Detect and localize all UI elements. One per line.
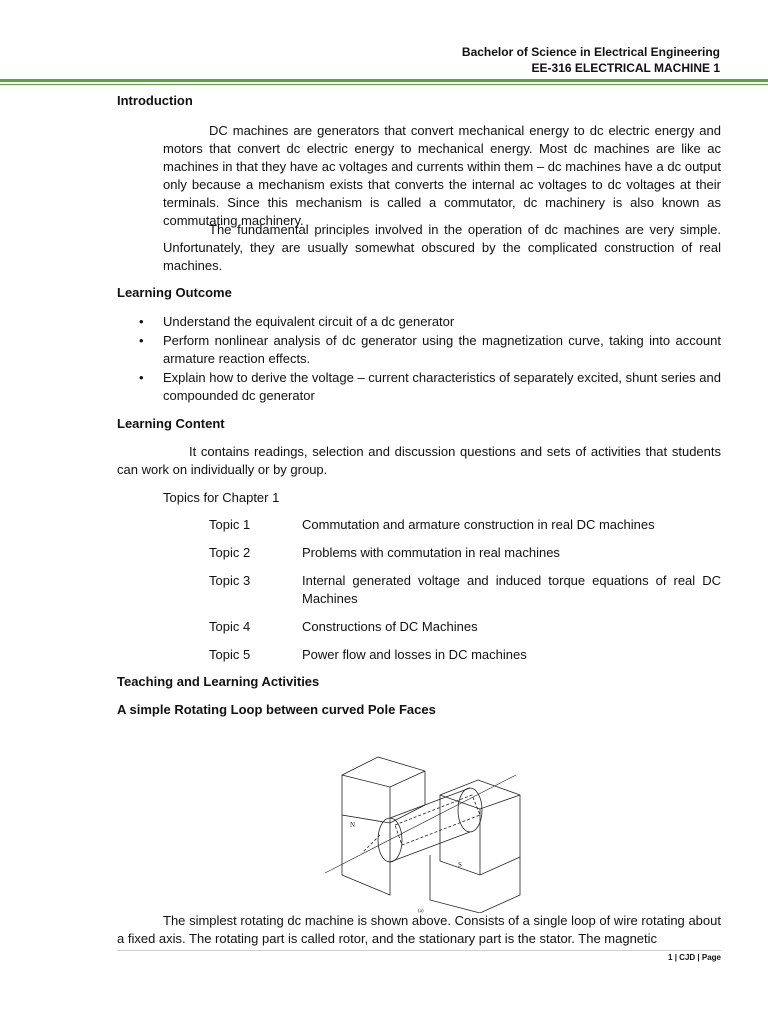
topic-text: Internal generated voltage and induced torque equations of real DC Machines xyxy=(302,573,721,606)
topic-label: Topic 2 xyxy=(209,545,251,560)
pole-s-label: S xyxy=(458,861,462,869)
topics-intro: Topics for Chapter 1 xyxy=(163,490,280,505)
activities-para: The simplest rotating dc machine is shown above. Consists of a single loop of wire rotating about a fixed axis. The rotating part is called rotor, and the stationary part is the stator. The magnetic xyxy=(117,913,721,946)
introduction-para-1: DC machines are generators that convert mechanical energy to dc electric energy and motors that convert dc electric energy to mechanical energy. Most dc machines are like ac machines in that they have ac voltages and currents within them – dc machines have a dc output only because a mechanism exists that converts the internal ac voltages to dc voltages at their terminals. Since this mechanism is called a commutator, dc machinery is also known as commutating machinery. xyxy=(163,123,721,228)
topic-label: Topic 1 xyxy=(209,517,251,532)
topic-text: Constructions of DC Machines xyxy=(302,619,478,634)
pole-n-label: N xyxy=(350,821,356,829)
topic-text: Problems with commutation in real machines xyxy=(302,545,560,560)
learning-content-heading: Learning Content xyxy=(117,416,225,431)
header-rule-thin xyxy=(0,84,768,85)
topic-text: Commutation and armature construction in real DC machines xyxy=(302,517,655,532)
outcome-item-3: • Explain how to derive the voltage – current characteristics of separately excited, shunt series and compounded dc generator xyxy=(163,369,721,405)
topic-label: Topic 5 xyxy=(209,647,251,662)
introduction-heading: Introduction xyxy=(117,93,193,108)
topic-text: Power flow and losses in DC machines xyxy=(302,647,527,662)
header-program: Bachelor of Science in Electrical Engineering xyxy=(461,45,720,59)
page-footer: 1 | CJD | Page xyxy=(668,953,721,962)
topic-label: Topic 4 xyxy=(209,619,251,634)
introduction-para-2: The fundamental principles involved in the operation of dc machines are very simple. Unfortunately, they are usually somewhat obscured by the complicated construction of real machines. xyxy=(163,222,721,273)
learning-outcome-heading: Learning Outcome xyxy=(117,285,232,300)
figure-caption: (a) xyxy=(418,909,424,913)
header-rule-thick xyxy=(0,79,768,82)
header-course: EE-316 ELECTRICAL MACHINE 1 xyxy=(531,61,720,75)
page-header xyxy=(462,44,720,76)
footer-rule xyxy=(117,950,721,951)
rotating-loop-figure xyxy=(320,735,525,913)
activities-subheading: A simple Rotating Loop between curved Pole Faces xyxy=(117,702,436,717)
outcome-item-1: • Understand the equivalent circuit of a dc generator xyxy=(163,313,721,331)
learning-content-para: It contains readings, selection and discussion questions and sets of activities that students can work on individually or by group. xyxy=(117,444,721,477)
activities-heading: Teaching and Learning Activities xyxy=(117,674,320,689)
topic-label: Topic 3 xyxy=(209,573,251,588)
outcome-item-2: • Perform nonlinear analysis of dc generator using the magnetization curve, taking into account armature reaction effects. xyxy=(163,332,721,368)
